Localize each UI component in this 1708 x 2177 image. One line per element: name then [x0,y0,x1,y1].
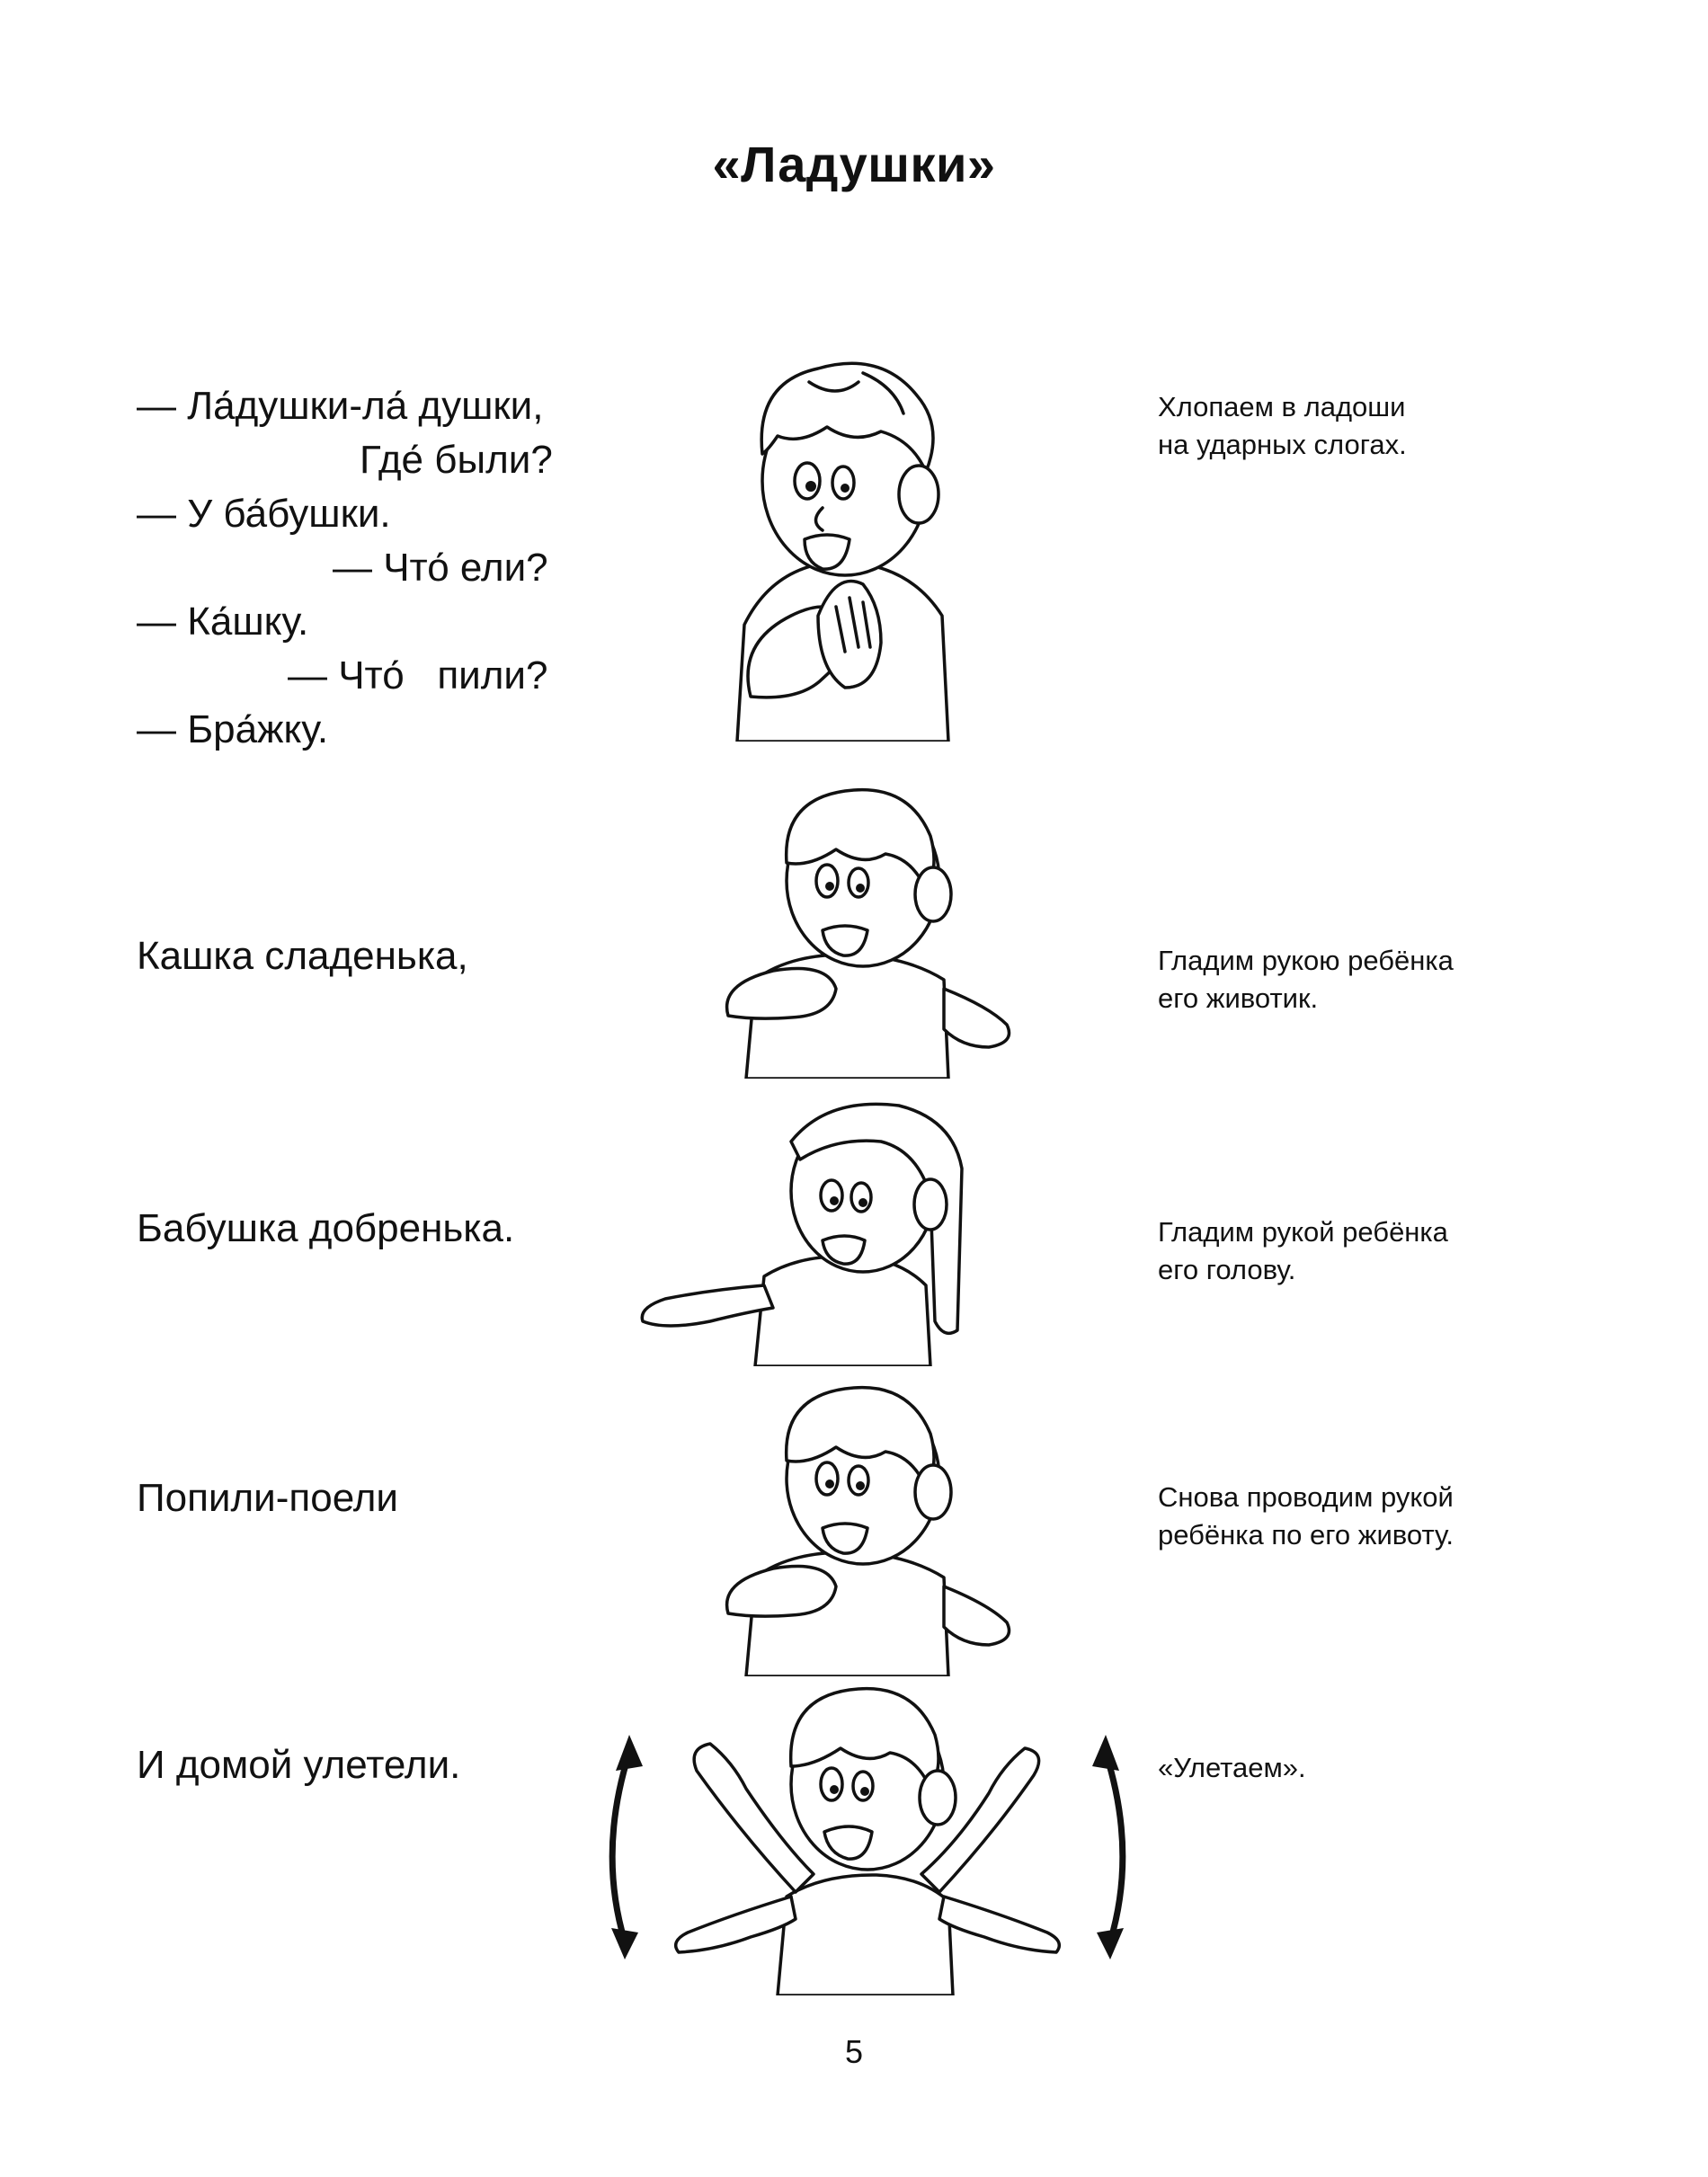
rhyme-line: — У ба́бушки. [137,492,391,536]
rhyme-line: Кашка сладенька, [137,934,468,978]
rhyme-line: — Ла́душки-ла́ душки, [137,384,544,428]
page-number: 5 [844,2033,864,2070]
rhyme-line: — Что́ ели? [333,546,548,590]
instruction-5: «Улетаем». [1158,1752,1306,1783]
instruction-1: Хлопаем в ладоши на ударных слогах. [1158,391,1407,460]
instruction-2: Гладим рукою ребёнка его животик. [1158,945,1454,1014]
instruction-3: Гладим рукой ребёнка его голову. [1158,1216,1448,1285]
boy-clapping-icon [701,346,989,742]
boy-flapping-arms-icon [589,1672,1146,1995]
rhyme-line: Попили-поели [137,1476,398,1520]
rhyme-line: Бабушка добренька. [137,1206,515,1250]
boy-stroking-belly-icon [701,1380,1043,1676]
rhyme-line: — Бра́жку. [137,707,329,751]
page-title: «Ладушки» [712,136,996,192]
rhyme-line: И домой улетели. [137,1743,461,1787]
rhyme-line: — Ка́шку. [137,600,309,644]
boy-stroking-head-icon [629,1097,1007,1366]
instruction-4: Снова проводим рукой ребёнка по его животу. [1158,1481,1454,1551]
rhyme-line: — Что́ пили? [288,653,548,698]
rhyme-line: Где́ были? [360,438,553,482]
rhyme-block-1 [137,0,553,751]
boy-stroking-belly-icon [701,782,1043,1079]
